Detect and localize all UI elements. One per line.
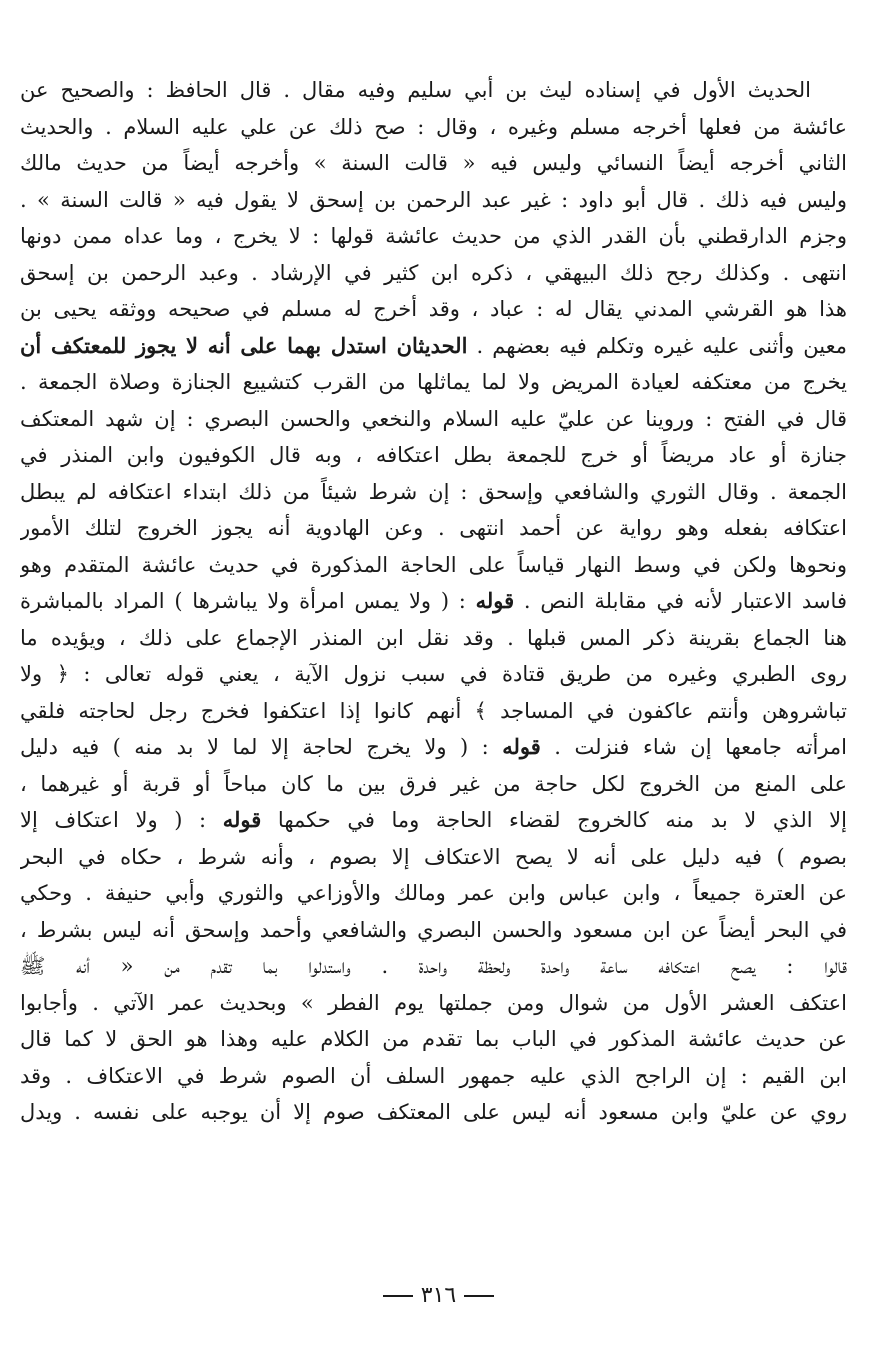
text-line (20, 401, 847, 438)
bold-text-segment: قوله (222, 807, 262, 832)
text-segment: روي عن عليّ وابن مسعود أنه ليس على المعتكف صوم إلا أن يوجبه على نفسه . ويدل (20, 1100, 847, 1124)
text-segment: هذا هو القرشي المدني يقال له : عباد ، وقد أخرج له مسلم في صحيحه ووثقه يحيى بن (20, 297, 847, 321)
text-line (20, 620, 847, 657)
text-segment: بصوم ) فيه دليل على أنه لا يصح الاعتكاف إلا بصوم ، وأنه شرط ، حكاه في البحر (20, 844, 847, 869)
text-segment: وجزم الدارقطني بأن القدر الذي من حديث عائشة قولها : لا يخرج ، وما عداه ممن دونها (20, 224, 847, 248)
text-line (20, 985, 847, 1022)
bold-text-segment: الحديثان استدل بهما على أنه لا يجوز للمعتكف أن (20, 332, 468, 358)
text-line (20, 1094, 847, 1131)
text-segment: ابن القيم : إن الراجح الذي عليه جمهور السلف أن الصوم شرط في الاعتكاف . وقد (20, 1063, 847, 1088)
text-segment: اعتكافه بفعله وهو رواية عن أحمد انتهى . وعن الهادوية أنه يجوز الخروج لتلك الأمور (20, 516, 847, 540)
bold-text-segment: قوله (502, 734, 541, 759)
text-segment: عن العترة جميعاً ، وابن عباس وابن عمر ومالك والأوزاعي والثوري وأبي حنيفة . وحكي (20, 881, 847, 905)
page-footer (0, 1283, 877, 1308)
page-number: ٣١٦ (420, 1283, 457, 1308)
text-segment: : ( ولا اعتكاف إلا (20, 808, 223, 832)
text-segment: قال في الفتح : وروينا عن عليّ عليه السلام والنخعي والحسن البصري : إن شهد المعتكف (20, 406, 847, 431)
text-line (20, 1021, 847, 1058)
text-segment: انتهى . وكذلك رجح ذلك البيهقي ، ذكره ابن كثير في الإرشاد . وعبد الرحمن بن إسحق (20, 260, 847, 285)
text-line (20, 583, 847, 620)
text-line (20, 72, 847, 109)
text-line (20, 474, 847, 511)
bold-text-segment: قوله (475, 588, 515, 613)
text-segment: يخرج من معتكفه لعيادة المريض ولا لما يماثلها من القرب كتشييع الجنازة وصلاة الجمعة . (20, 370, 847, 394)
text-line (20, 693, 847, 730)
text-line (20, 766, 847, 803)
text-segment: على المنع من الخروج لكل حاجة من غير فرق بين ما كان مباحاً أو قربة أو غيرهما ، (20, 771, 847, 796)
text-segment: الجمعة . وقال الثوري والشافعي وإسحق : إن شرط شيئاً من ذلك ابتداء اعتكافه لم يبطل (20, 479, 847, 504)
text-segment: قالوا : يصح اعتكافه ساعة واحدة ولحظة واحدة . واستدلوا بما تقدم من « أنه ﷺ (20, 954, 847, 978)
text-line (20, 729, 847, 766)
text-line (20, 255, 847, 292)
text-segment: إلا الذي لا بد منه كالخروج لقضاء الحاجة وما في حكمها (261, 808, 847, 832)
text-line (20, 182, 847, 219)
text-line (20, 839, 847, 876)
text-segment: هنا الجماع بقرينة ذكر المس قبلها . وقد نقل ابن المنذر الإجماع على ذلك ، ويؤيده ما (20, 625, 847, 650)
text-segment: في البحر أيضاً عن ابن مسعود والحسن البصري والشافعي وأحمد وإسحق أنه ليس بشرط ، (20, 917, 847, 942)
text-segment: الحديث الأول في إسناده ليث بن أبي سليم وفيه مقال . قال الحافظ : والصحيح عن (20, 78, 811, 102)
text-line (20, 218, 847, 255)
text-segment: : ( ولا يخرج لحاجة إلا لما لا بد منه ) فيه دليل (20, 735, 503, 759)
text-line (20, 328, 847, 365)
text-line (20, 547, 847, 584)
text-line (20, 364, 847, 401)
text-segment: جنازة أو عاد مريضاً أو خرج للجمعة بطل اعتكافه ، وبه قال الكوفيون وابن المنذر في (20, 443, 847, 467)
text-line (20, 875, 847, 912)
footer-dash-left (464, 1295, 494, 1297)
text-segment: فاسد الاعتبار لأنه في مقابلة النص . (514, 589, 847, 613)
text-segment: معين وأثنى عليه غيره وتكلم فيه بعضهم . (467, 333, 847, 358)
text-line (20, 437, 847, 474)
text-line (20, 109, 847, 146)
text-line (20, 291, 847, 328)
text-segment: الثاني أخرجه أيضاً النسائي وليس فيه « قالت السنة » وأخرجه أيضاً من حديث مالك (20, 151, 847, 175)
text-line (20, 948, 847, 985)
text-line (20, 145, 847, 182)
text-line (20, 510, 847, 547)
text-line (20, 656, 847, 693)
text-segment: ونحوها ولكن في وسط النهار قياساً على الحاجة المذكورة في حديث عائشة المتقدم وهو (20, 552, 847, 577)
text-line (20, 802, 847, 839)
text-line (20, 912, 847, 949)
footer-dash-right (383, 1295, 413, 1297)
text-segment: وليس فيه ذلك . قال أبو داود : غير عبد الرحمن بن إسحق لا يقول فيه « قالت السنة » . (20, 187, 847, 212)
text-segment: روى الطبري وغيره من طريق قتادة في سبب نزول الآية ، يعني قوله تعالى : ﴿ ولا (20, 662, 847, 686)
text-line (20, 1058, 847, 1095)
text-segment: : ( ولا يمس امرأة ولا يباشرها ) المراد بالمباشرة (20, 589, 476, 613)
text-segment: اعتكف العشر الأول من شوال ومن جملتها يوم الفطر » وبحديث عمر الآتي . وأجابوا (20, 990, 847, 1015)
text-segment: عائشة من فعلها أخرجه مسلم وغيره ، وقال : صح ذلك عن علي عليه السلام . والحديث (20, 114, 847, 139)
body-text (20, 72, 847, 1131)
text-segment: تباشروهن وأنتم عاكفون في المساجد ﴾ أنهم كانوا إذا اعتكفوا فخرج رجل لحاجته فلقي (20, 698, 847, 723)
text-segment: امرأته جامعها إن شاء فنزلت . (540, 735, 847, 759)
text-segment: عن حديث عائشة المذكور في الباب بما تقدم من الكلام عليه وهذا هو الحق لا كما قال (20, 1027, 847, 1051)
